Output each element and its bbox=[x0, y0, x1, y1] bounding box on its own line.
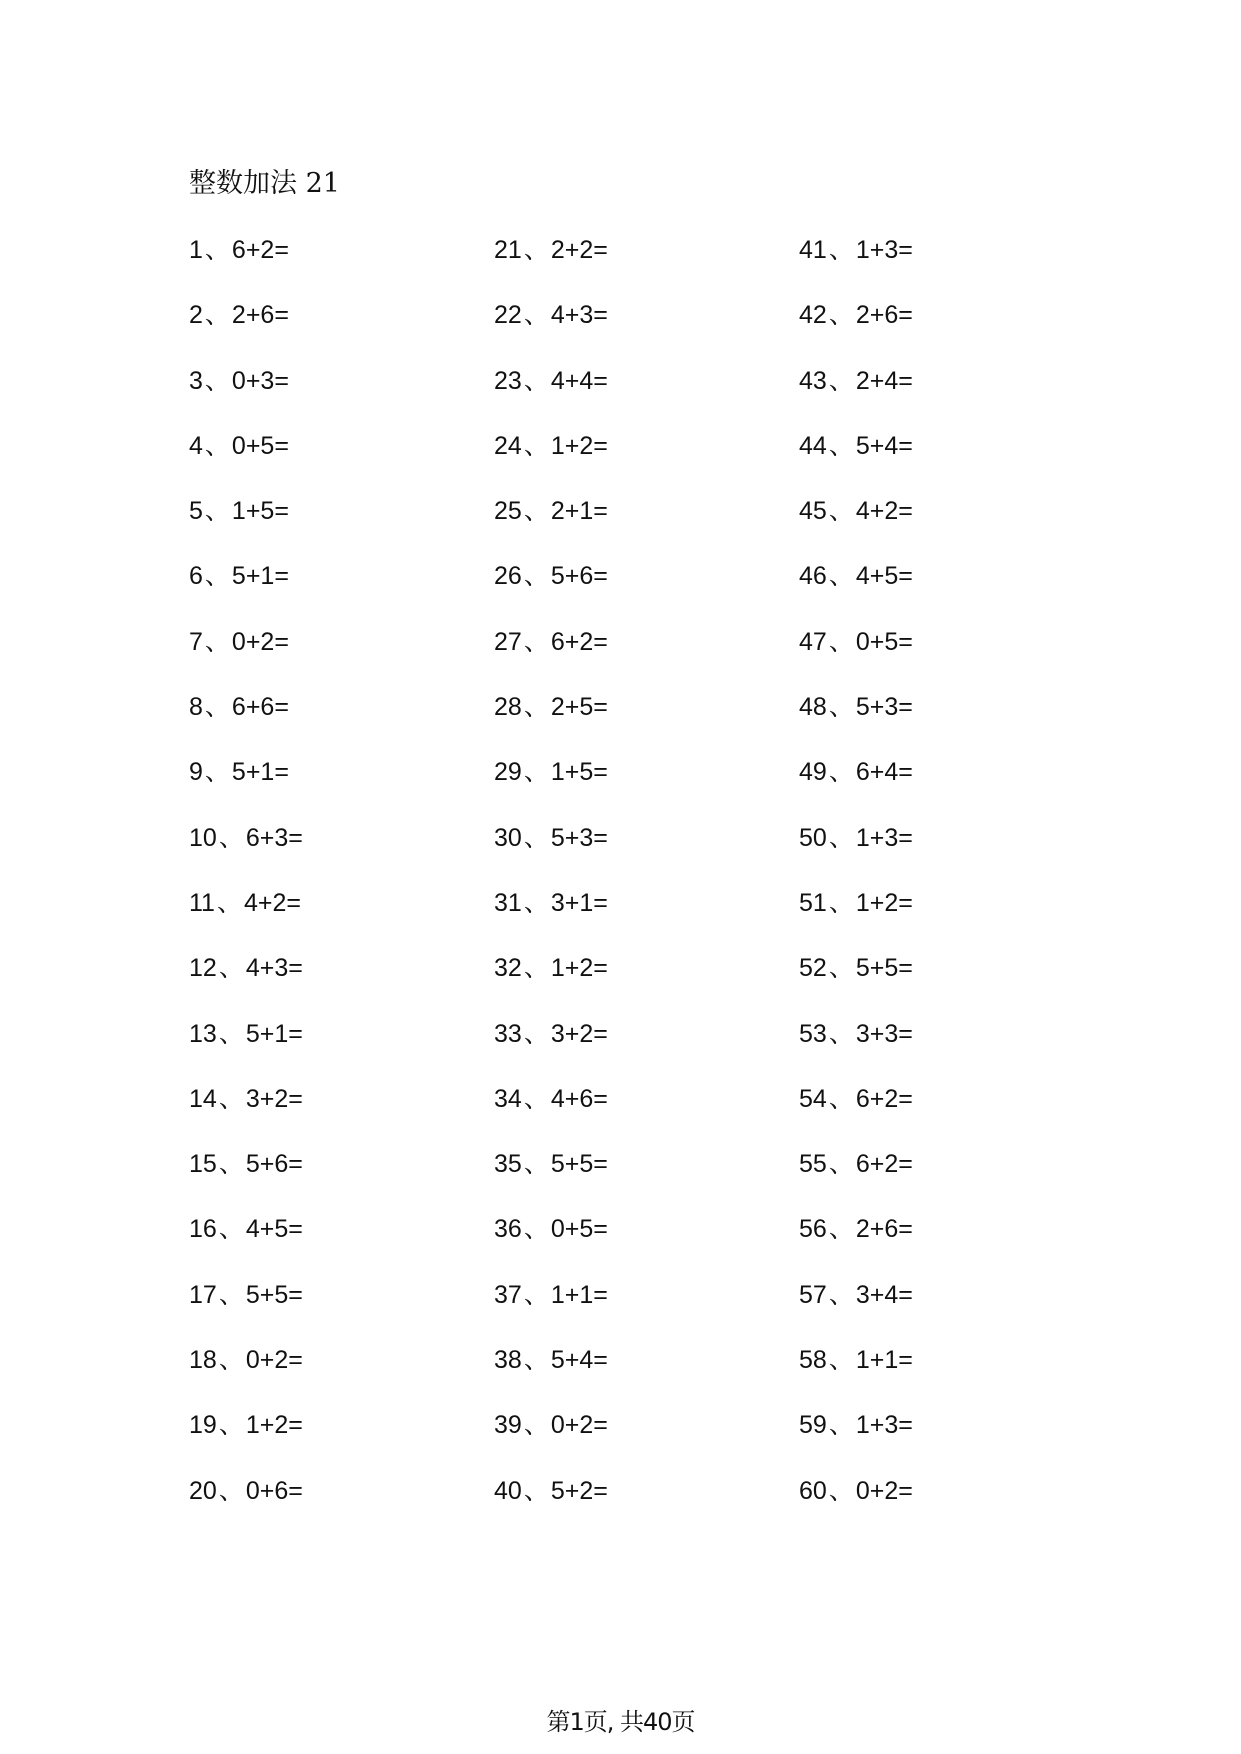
problem-separator: 、 bbox=[828, 887, 854, 917]
problem-separator: 、 bbox=[523, 1345, 549, 1375]
problem-item bbox=[799, 1473, 1104, 1538]
problem-number: 31 bbox=[494, 888, 522, 917]
problem-separator: 、 bbox=[523, 1214, 549, 1244]
problem-expression: 4+2= bbox=[243, 888, 301, 917]
problem-number: 9 bbox=[189, 758, 203, 787]
problem-number: 14 bbox=[189, 1084, 217, 1113]
problem-item bbox=[799, 1211, 1104, 1276]
problem-expression: 4+6= bbox=[550, 1084, 608, 1113]
problem-expression: 1+3= bbox=[855, 1411, 913, 1440]
problem-item bbox=[494, 1211, 799, 1276]
problem-separator: 、 bbox=[523, 626, 549, 656]
problem-expression: 4+3= bbox=[550, 301, 608, 330]
problem-grid bbox=[189, 232, 1104, 1538]
problem-item bbox=[189, 232, 494, 297]
problem-number: 28 bbox=[494, 693, 522, 722]
problem-separator: 、 bbox=[828, 365, 854, 395]
problem-item bbox=[189, 1407, 494, 1472]
problem-separator: 、 bbox=[523, 1083, 549, 1113]
problem-separator: 、 bbox=[523, 692, 549, 722]
problem-separator: 、 bbox=[828, 1410, 854, 1440]
problem-number: 21 bbox=[494, 236, 522, 264]
problem-expression: 5+1= bbox=[231, 562, 289, 591]
problem-item bbox=[189, 493, 494, 558]
problem-number: 59 bbox=[799, 1411, 827, 1440]
problem-separator: 、 bbox=[204, 300, 230, 330]
problem-separator: 、 bbox=[204, 561, 230, 591]
problem-separator: 、 bbox=[218, 1410, 244, 1440]
problem-item bbox=[189, 1146, 494, 1211]
problem-item bbox=[799, 624, 1104, 689]
problem-number: 24 bbox=[494, 431, 522, 460]
problem-expression: 6+2= bbox=[231, 236, 289, 264]
problem-item bbox=[799, 297, 1104, 362]
problem-expression: 2+6= bbox=[855, 301, 913, 330]
problem-separator: 、 bbox=[828, 1345, 854, 1375]
problem-expression: 2+2= bbox=[550, 236, 608, 264]
problem-expression: 0+5= bbox=[855, 627, 913, 656]
problem-expression: 6+4= bbox=[855, 758, 913, 787]
problem-item bbox=[799, 493, 1104, 558]
problem-separator: 、 bbox=[828, 1018, 854, 1048]
problem-separator: 、 bbox=[204, 626, 230, 656]
problem-number: 22 bbox=[494, 301, 522, 330]
problem-item bbox=[494, 428, 799, 493]
problem-item bbox=[799, 885, 1104, 950]
problem-separator: 、 bbox=[828, 822, 854, 852]
problem-expression: 5+4= bbox=[855, 431, 913, 460]
problem-expression: 3+2= bbox=[550, 1019, 608, 1048]
problem-number: 32 bbox=[494, 954, 522, 983]
problem-expression: 3+3= bbox=[855, 1019, 913, 1048]
problem-expression: 0+2= bbox=[231, 627, 289, 656]
problem-item bbox=[189, 754, 494, 819]
problem-number: 49 bbox=[799, 758, 827, 787]
problem-separator: 、 bbox=[218, 1214, 244, 1244]
problem-expression: 1+1= bbox=[855, 1346, 913, 1375]
problem-expression: 5+1= bbox=[245, 1019, 303, 1048]
problem-item bbox=[799, 950, 1104, 1015]
problem-expression: 5+6= bbox=[245, 1150, 303, 1179]
problem-item bbox=[189, 820, 494, 885]
problem-number: 46 bbox=[799, 562, 827, 591]
problem-expression: 3+1= bbox=[550, 888, 608, 917]
problem-item bbox=[799, 428, 1104, 493]
problem-separator: 、 bbox=[218, 1279, 244, 1309]
problem-number: 42 bbox=[799, 301, 827, 330]
problem-item bbox=[189, 1081, 494, 1146]
problem-number: 19 bbox=[189, 1411, 217, 1440]
problem-number: 38 bbox=[494, 1346, 522, 1375]
problem-number: 10 bbox=[189, 823, 217, 852]
problem-expression: 5+4= bbox=[550, 1346, 608, 1375]
problem-separator: 、 bbox=[218, 953, 244, 983]
problem-expression: 5+2= bbox=[550, 1476, 608, 1505]
problem-number: 52 bbox=[799, 954, 827, 983]
problem-separator: 、 bbox=[828, 1083, 854, 1113]
problem-separator: 、 bbox=[204, 235, 230, 264]
problem-separator: 、 bbox=[523, 757, 549, 787]
problem-item bbox=[494, 232, 799, 297]
problem-item bbox=[799, 558, 1104, 623]
problem-separator: 、 bbox=[523, 300, 549, 330]
problem-separator: 、 bbox=[218, 1083, 244, 1113]
problem-separator: 、 bbox=[523, 1149, 549, 1179]
problem-item bbox=[799, 232, 1104, 297]
problem-separator: 、 bbox=[204, 757, 230, 787]
problem-separator: 、 bbox=[828, 496, 854, 526]
problem-separator: 、 bbox=[523, 887, 549, 917]
problem-number: 51 bbox=[799, 888, 827, 917]
problem-separator: 、 bbox=[523, 822, 549, 852]
problem-number: 27 bbox=[494, 627, 522, 656]
problem-expression: 3+2= bbox=[245, 1084, 303, 1113]
problem-expression: 5+3= bbox=[550, 823, 608, 852]
problem-item bbox=[494, 363, 799, 428]
problem-expression: 4+5= bbox=[245, 1215, 303, 1244]
problem-item bbox=[799, 1146, 1104, 1211]
problem-number: 36 bbox=[494, 1215, 522, 1244]
problem-number: 57 bbox=[799, 1280, 827, 1309]
problem-separator: 、 bbox=[828, 1475, 854, 1505]
problem-expression: 5+5= bbox=[245, 1280, 303, 1309]
problem-expression: 2+6= bbox=[231, 301, 289, 330]
problem-expression: 1+3= bbox=[855, 236, 913, 264]
problem-number: 50 bbox=[799, 823, 827, 852]
problem-separator: 、 bbox=[218, 1345, 244, 1375]
problem-separator: 、 bbox=[828, 1214, 854, 1244]
problem-expression: 6+2= bbox=[855, 1150, 913, 1179]
worksheet-title: 整数加法 21 bbox=[189, 168, 340, 199]
problem-separator: 、 bbox=[204, 692, 230, 722]
problem-item bbox=[494, 1081, 799, 1146]
problem-item bbox=[799, 1277, 1104, 1342]
problem-number: 44 bbox=[799, 431, 827, 460]
problem-separator: 、 bbox=[218, 1149, 244, 1179]
problem-item bbox=[494, 689, 799, 754]
problem-item bbox=[189, 1016, 494, 1081]
problem-item bbox=[189, 428, 494, 493]
problem-separator: 、 bbox=[218, 1018, 244, 1048]
problem-expression: 1+2= bbox=[550, 954, 608, 983]
problem-expression: 4+5= bbox=[855, 562, 913, 591]
problem-separator: 、 bbox=[828, 300, 854, 330]
problem-item bbox=[494, 1016, 799, 1081]
problem-item bbox=[189, 1473, 494, 1538]
problem-expression: 1+5= bbox=[550, 758, 608, 787]
problem-item bbox=[494, 297, 799, 362]
problem-expression: 0+2= bbox=[550, 1411, 608, 1440]
problem-item bbox=[494, 885, 799, 950]
problem-expression: 3+4= bbox=[855, 1280, 913, 1309]
problem-item bbox=[189, 1342, 494, 1407]
problem-item bbox=[189, 363, 494, 428]
problem-expression: 1+3= bbox=[855, 823, 913, 852]
problem-separator: 、 bbox=[218, 822, 244, 852]
problem-expression: 5+5= bbox=[855, 954, 913, 983]
problem-separator: 、 bbox=[523, 1279, 549, 1309]
problem-number: 58 bbox=[799, 1346, 827, 1375]
problem-expression: 4+3= bbox=[245, 954, 303, 983]
problem-number: 17 bbox=[189, 1280, 217, 1309]
problem-number: 11 bbox=[189, 888, 215, 917]
problem-separator: 、 bbox=[523, 496, 549, 526]
problem-item bbox=[799, 689, 1104, 754]
problem-separator: 、 bbox=[204, 496, 230, 526]
problem-number: 12 bbox=[189, 954, 217, 983]
problem-number: 35 bbox=[494, 1150, 522, 1179]
problem-item bbox=[189, 1211, 494, 1276]
problem-number: 37 bbox=[494, 1280, 522, 1309]
problem-separator: 、 bbox=[523, 561, 549, 591]
problem-separator: 、 bbox=[523, 1475, 549, 1505]
problem-number: 3 bbox=[189, 366, 203, 395]
problem-expression: 0+3= bbox=[231, 366, 289, 395]
problem-number: 54 bbox=[799, 1084, 827, 1113]
problem-number: 29 bbox=[494, 758, 522, 787]
problem-number: 53 bbox=[799, 1019, 827, 1048]
problem-number: 6 bbox=[189, 562, 203, 591]
problem-number: 5 bbox=[189, 497, 203, 526]
problem-expression: 5+1= bbox=[231, 758, 289, 787]
problem-number: 13 bbox=[189, 1019, 217, 1048]
problem-number: 26 bbox=[494, 562, 522, 591]
problem-number: 25 bbox=[494, 497, 522, 526]
problem-number: 47 bbox=[799, 627, 827, 656]
problem-number: 7 bbox=[189, 627, 203, 656]
problem-separator: 、 bbox=[523, 1410, 549, 1440]
problem-number: 40 bbox=[494, 1476, 522, 1505]
problem-number: 16 bbox=[189, 1215, 217, 1244]
problem-expression: 6+2= bbox=[855, 1084, 913, 1113]
problem-expression: 6+2= bbox=[550, 627, 608, 656]
problem-expression: 0+5= bbox=[550, 1215, 608, 1244]
problem-item bbox=[189, 624, 494, 689]
problem-number: 45 bbox=[799, 497, 827, 526]
problem-item bbox=[189, 950, 494, 1015]
problem-number: 39 bbox=[494, 1411, 522, 1440]
problem-separator: 、 bbox=[828, 953, 854, 983]
problem-expression: 5+5= bbox=[550, 1150, 608, 1179]
problem-expression: 2+1= bbox=[550, 497, 608, 526]
problem-expression: 0+6= bbox=[245, 1476, 303, 1505]
problem-item bbox=[494, 1342, 799, 1407]
problem-item bbox=[799, 1081, 1104, 1146]
problem-separator: 、 bbox=[828, 757, 854, 787]
problem-expression: 6+6= bbox=[231, 693, 289, 722]
problem-item bbox=[799, 754, 1104, 819]
problem-number: 15 bbox=[189, 1150, 217, 1179]
problem-separator: 、 bbox=[218, 1475, 244, 1505]
problem-item bbox=[494, 950, 799, 1015]
problem-separator: 、 bbox=[523, 365, 549, 395]
problem-separator: 、 bbox=[828, 626, 854, 656]
problem-separator: 、 bbox=[523, 953, 549, 983]
problem-number: 33 bbox=[494, 1019, 522, 1048]
problem-expression: 1+2= bbox=[245, 1411, 303, 1440]
problem-item bbox=[494, 1407, 799, 1472]
problem-expression: 0+2= bbox=[245, 1346, 303, 1375]
problem-item bbox=[189, 297, 494, 362]
problem-number: 60 bbox=[799, 1476, 827, 1505]
problem-expression: 4+4= bbox=[550, 366, 608, 395]
problem-number: 1 bbox=[189, 236, 203, 264]
problem-item bbox=[799, 820, 1104, 885]
problem-separator: 、 bbox=[523, 235, 549, 264]
problem-number: 8 bbox=[189, 693, 203, 722]
problem-item bbox=[189, 558, 494, 623]
problem-number: 48 bbox=[799, 693, 827, 722]
problem-separator: 、 bbox=[216, 887, 242, 917]
problem-expression: 1+1= bbox=[550, 1280, 608, 1309]
problem-expression: 0+5= bbox=[231, 431, 289, 460]
problem-expression: 5+3= bbox=[855, 693, 913, 722]
problem-separator: 、 bbox=[828, 235, 854, 264]
problem-separator: 、 bbox=[828, 430, 854, 460]
problem-number: 18 bbox=[189, 1346, 217, 1375]
problem-item bbox=[494, 1146, 799, 1211]
problem-expression: 1+2= bbox=[855, 888, 913, 917]
problem-separator: 、 bbox=[523, 1018, 549, 1048]
problem-expression: 2+6= bbox=[855, 1215, 913, 1244]
problem-item bbox=[189, 1277, 494, 1342]
problem-item bbox=[189, 689, 494, 754]
problem-expression: 0+2= bbox=[855, 1476, 913, 1505]
problem-separator: 、 bbox=[828, 561, 854, 591]
problem-expression: 1+2= bbox=[550, 431, 608, 460]
problem-number: 43 bbox=[799, 366, 827, 395]
problem-number: 30 bbox=[494, 823, 522, 852]
page-footer: 第1页, 共40页 bbox=[546, 1708, 695, 1736]
problem-expression: 2+4= bbox=[855, 366, 913, 395]
problem-item bbox=[494, 1277, 799, 1342]
problem-item bbox=[494, 558, 799, 623]
problem-separator: 、 bbox=[828, 692, 854, 722]
problem-item bbox=[494, 624, 799, 689]
problem-separator: 、 bbox=[828, 1279, 854, 1309]
problem-number: 2 bbox=[189, 301, 203, 330]
problem-separator: 、 bbox=[204, 430, 230, 460]
problem-item bbox=[494, 493, 799, 558]
problem-separator: 、 bbox=[204, 365, 230, 395]
problem-item bbox=[189, 885, 494, 950]
problem-number: 20 bbox=[189, 1476, 217, 1505]
problem-expression: 2+5= bbox=[550, 693, 608, 722]
problem-expression: 4+2= bbox=[855, 497, 913, 526]
problem-number: 34 bbox=[494, 1084, 522, 1113]
problem-item bbox=[799, 363, 1104, 428]
problem-number: 23 bbox=[494, 366, 522, 395]
problem-number: 56 bbox=[799, 1215, 827, 1244]
problem-item bbox=[799, 1407, 1104, 1472]
problem-separator: 、 bbox=[828, 1149, 854, 1179]
problem-item bbox=[494, 754, 799, 819]
problem-separator: 、 bbox=[523, 430, 549, 460]
problem-item bbox=[494, 820, 799, 885]
problem-expression: 1+5= bbox=[231, 497, 289, 526]
problem-item bbox=[799, 1016, 1104, 1081]
problem-expression: 6+3= bbox=[245, 823, 303, 852]
problem-item bbox=[494, 1473, 799, 1538]
problem-number: 55 bbox=[799, 1150, 827, 1179]
problem-number: 4 bbox=[189, 431, 203, 460]
problem-number: 41 bbox=[799, 236, 827, 264]
problem-expression: 5+6= bbox=[550, 562, 608, 591]
problem-item bbox=[799, 1342, 1104, 1407]
